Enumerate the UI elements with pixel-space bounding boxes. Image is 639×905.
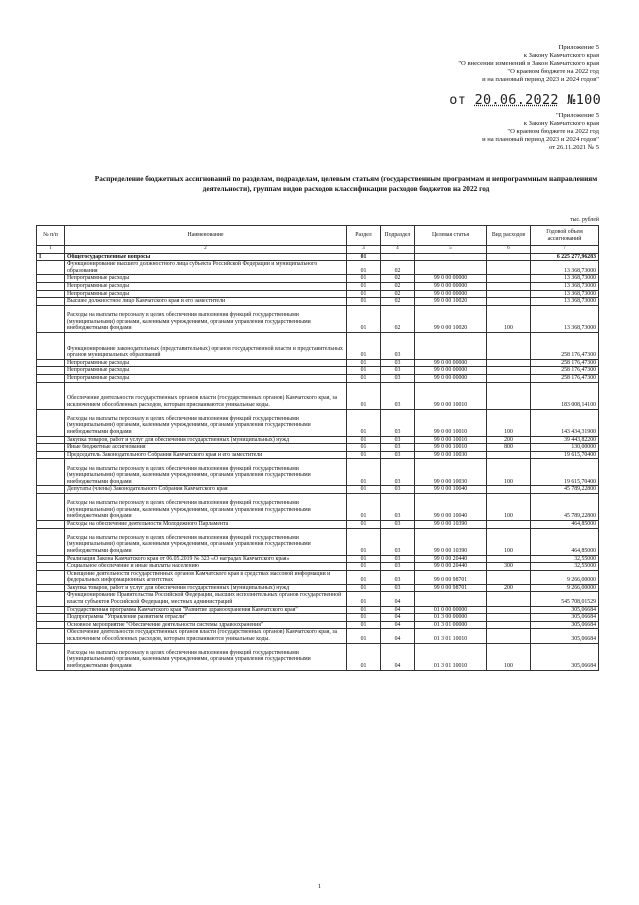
row-name: Высшее должностное лицо Камчатского края и его заместители bbox=[65, 298, 347, 306]
row-target-article bbox=[415, 261, 487, 275]
row-section: 01 bbox=[347, 282, 381, 290]
stamp-number: №100 bbox=[567, 92, 601, 108]
table-row bbox=[37, 436, 599, 444]
row-section: 01 bbox=[347, 409, 381, 436]
stamp-prefix: от bbox=[449, 92, 475, 108]
row-subsection: 03 bbox=[381, 382, 415, 409]
row-subsection: 03 bbox=[381, 486, 415, 494]
row-name: Непрограммные расходы bbox=[65, 367, 347, 375]
table-row bbox=[37, 451, 599, 459]
row-target-article bbox=[415, 332, 487, 359]
row-section: 01 bbox=[347, 606, 381, 614]
row-subsection: 03 bbox=[381, 459, 415, 486]
col-index: 4 bbox=[381, 246, 415, 254]
row-number bbox=[37, 570, 65, 584]
row-name: Обеспечение деятельности государственных органов власти (государственных органов) Камчатского края, за исключением обособленных расходов, которым присваиваются уникальные коды. bbox=[65, 382, 347, 409]
row-amount: 9 266,00000 bbox=[531, 570, 599, 584]
row-section: 01 bbox=[347, 528, 381, 555]
row-subsection: 03 bbox=[381, 451, 415, 459]
table-row bbox=[37, 409, 599, 436]
row-section: 01 bbox=[347, 374, 381, 382]
row-number bbox=[37, 493, 65, 520]
row-subsection: 03 bbox=[381, 332, 415, 359]
table-row bbox=[37, 555, 599, 563]
row-section: 01 bbox=[347, 382, 381, 409]
row-target-article: 99 0 00 20440 bbox=[415, 555, 487, 563]
row-section: 01 bbox=[347, 451, 381, 459]
row-number bbox=[37, 486, 65, 494]
document-title: Распределение бюджетных ассигнований по разделам, подразделам, целевым статьям (государственным программам и непрограммным направлениям деятельности), группам видов расходов классификации расходов бюджетов на 2022 год bbox=[94, 174, 598, 193]
row-section: 01 bbox=[347, 621, 381, 629]
row-expense-type bbox=[487, 614, 531, 622]
row-subsection: 02 bbox=[381, 290, 415, 298]
row-amount: 6 225 277,96283 bbox=[531, 253, 599, 261]
row-name: Расходы на обеспечение деятельности Молодежного Парламента bbox=[65, 520, 347, 528]
col-header-name: Наименование bbox=[65, 226, 347, 246]
header-line: "О внесении изменений в Закон Камчатского края bbox=[458, 60, 599, 68]
row-number bbox=[37, 643, 65, 670]
date-number-stamp bbox=[449, 92, 601, 108]
table-row bbox=[37, 275, 599, 283]
row-expense-type bbox=[487, 261, 531, 275]
row-target-article: 01 3 00 00000 bbox=[415, 614, 487, 622]
row-expense-type bbox=[487, 298, 531, 306]
header-line: Приложение 5 bbox=[558, 44, 599, 51]
header-line: "Приложение 5 bbox=[555, 112, 599, 119]
stamp-date: 20.06.2022 bbox=[474, 92, 559, 108]
row-section: 01 bbox=[347, 367, 381, 375]
row-subsection: 04 bbox=[381, 621, 415, 629]
row-number bbox=[37, 584, 65, 592]
amendment-header bbox=[458, 44, 599, 84]
row-target-article bbox=[415, 592, 487, 606]
row-section: 01 bbox=[347, 459, 381, 486]
col-index: 5 bbox=[415, 246, 487, 254]
header-line: от 26.11.2021 № 5 bbox=[548, 144, 599, 152]
row-expense-type bbox=[487, 359, 531, 367]
row-target-article: 99 0 00 10020 bbox=[415, 298, 487, 306]
row-number bbox=[37, 261, 65, 275]
table-row bbox=[37, 606, 599, 614]
row-section: 01 bbox=[347, 305, 381, 332]
row-amount: 305,06684 bbox=[531, 621, 599, 629]
row-target-article: 99 0 00 10020 bbox=[415, 305, 487, 332]
row-expense-type: 800 bbox=[487, 444, 531, 452]
table-row bbox=[37, 520, 599, 528]
row-expense-type: 100 bbox=[487, 643, 531, 670]
col-index: 7 bbox=[531, 246, 599, 254]
row-target-article: 99 0 00 10390 bbox=[415, 520, 487, 528]
row-number bbox=[37, 621, 65, 629]
row-amount: 19 615,70400 bbox=[531, 459, 599, 486]
table-row bbox=[37, 305, 599, 332]
row-amount: 19 615,70400 bbox=[531, 451, 599, 459]
row-amount: 258 176,47300 bbox=[531, 359, 599, 367]
row-number bbox=[37, 382, 65, 409]
table-row bbox=[37, 290, 599, 298]
row-target-article: 99 0 00 10030 bbox=[415, 459, 487, 486]
row-section: 01 bbox=[347, 643, 381, 670]
row-amount: 9 266,00000 bbox=[531, 584, 599, 592]
row-amount: 464,85000 bbox=[531, 528, 599, 555]
row-expense-type bbox=[487, 486, 531, 494]
row-section: 01 bbox=[347, 332, 381, 359]
row-expense-type bbox=[487, 606, 531, 614]
row-amount: 45 789,22800 bbox=[531, 493, 599, 520]
table-row bbox=[37, 629, 599, 643]
row-amount: 13 368,73000 bbox=[531, 261, 599, 275]
row-amount: 305,06684 bbox=[531, 606, 599, 614]
table-row bbox=[37, 261, 599, 275]
row-amount: 305,06684 bbox=[531, 629, 599, 643]
original-header bbox=[482, 112, 599, 152]
row-target-article: 99 0 00 98701 bbox=[415, 570, 487, 584]
row-target-article: 99 0 00 00000 bbox=[415, 282, 487, 290]
row-amount: 258 176,47300 bbox=[531, 367, 599, 375]
units-label: тыс. рублей bbox=[570, 217, 599, 223]
row-name: Непрограммные расходы bbox=[65, 374, 347, 382]
row-section: 01 bbox=[347, 253, 381, 261]
table-row bbox=[37, 444, 599, 452]
header-line: и на плановый период 2023 и 2024 годов" bbox=[482, 136, 599, 144]
row-subsection: 03 bbox=[381, 359, 415, 367]
row-section: 01 bbox=[347, 563, 381, 571]
row-amount: 13 368,73000 bbox=[531, 305, 599, 332]
col-header-subsection: Подраздел bbox=[381, 226, 415, 246]
row-name: Основное мероприятие "Обеспечение деятельности системы здравоохранения" bbox=[65, 621, 347, 629]
row-name: Расходы на выплаты персоналу в целях обеспечения выполнения функций государственными (муниципальными) органами, казенными учреждениями, органами управления государственными внебюджетными фондами bbox=[65, 493, 347, 520]
header-line: к Закону Камчатского края bbox=[523, 52, 599, 60]
row-name: Председатель Законодательного Собрания Камчатского края и его заместители bbox=[65, 451, 347, 459]
header-line: и на плановый период 2023 и 2024 годов" bbox=[482, 76, 599, 84]
row-name: Расходы на выплаты персоналу в целях обеспечения выполнения функций государственными (муниципальными) органами, казенными учреждениями, органами управления государственными внебюджетными фондами bbox=[65, 459, 347, 486]
row-subsection: 03 bbox=[381, 555, 415, 563]
row-name: Социальное обеспечение и иные выплаты населению bbox=[65, 563, 347, 571]
row-subsection: 04 bbox=[381, 643, 415, 670]
row-subsection: 03 bbox=[381, 563, 415, 571]
row-subsection: 04 bbox=[381, 592, 415, 606]
row-amount: 464,85000 bbox=[531, 520, 599, 528]
row-section: 01 bbox=[347, 261, 381, 275]
row-section: 01 bbox=[347, 290, 381, 298]
table-row bbox=[37, 282, 599, 290]
row-target-article: 99 0 00 10030 bbox=[415, 451, 487, 459]
table-row bbox=[37, 374, 599, 382]
table-row bbox=[37, 253, 599, 261]
table-row bbox=[37, 332, 599, 359]
row-expense-type: 100 bbox=[487, 409, 531, 436]
table-row bbox=[37, 592, 599, 606]
table-row bbox=[37, 459, 599, 486]
page-number: 1 bbox=[317, 883, 322, 890]
row-number bbox=[37, 305, 65, 332]
row-target-article: 01 3 01 10010 bbox=[415, 643, 487, 670]
row-expense-type bbox=[487, 374, 531, 382]
row-name: Расходы на выплаты персоналу в целях обеспечения выполнения функций государственными (муниципальными) органами, казенными учреждениями, органами управления государственными внебюджетными фондами bbox=[65, 409, 347, 436]
row-expense-type bbox=[487, 520, 531, 528]
row-target-article bbox=[415, 253, 487, 261]
row-name: Функционирование законодательных (представительных) органов государственной власти и представительных органов муниципальных образований bbox=[65, 332, 347, 359]
row-amount: 183 008,14100 bbox=[531, 382, 599, 409]
row-expense-type bbox=[487, 253, 531, 261]
row-section: 01 bbox=[347, 359, 381, 367]
table-row bbox=[37, 614, 599, 622]
col-header-expense-type: Вид расходов bbox=[487, 226, 531, 246]
row-name: Непрограммные расходы bbox=[65, 282, 347, 290]
row-number bbox=[37, 359, 65, 367]
row-name: Освещение деятельности государственных органов Камчатского края в средствах массовой информации и федеральных информационных агентствах bbox=[65, 570, 347, 584]
row-section: 01 bbox=[347, 298, 381, 306]
row-target-article: 99 0 00 10010 bbox=[415, 436, 487, 444]
table-row bbox=[37, 563, 599, 571]
row-target-article: 99 0 00 00000 bbox=[415, 290, 487, 298]
row-amount: 143 434,31900 bbox=[531, 409, 599, 436]
row-subsection: 04 bbox=[381, 614, 415, 622]
row-subsection: 02 bbox=[381, 298, 415, 306]
row-name: Непрограммные расходы bbox=[65, 359, 347, 367]
row-expense-type bbox=[487, 367, 531, 375]
table-row bbox=[37, 367, 599, 375]
row-number bbox=[37, 436, 65, 444]
row-number bbox=[37, 563, 65, 571]
row-section: 01 bbox=[347, 486, 381, 494]
row-subsection: 03 bbox=[381, 444, 415, 452]
row-amount: 13 368,73000 bbox=[531, 275, 599, 283]
row-section: 01 bbox=[347, 614, 381, 622]
header-line: к Закону Камчатского края bbox=[523, 120, 599, 128]
row-expense-type: 300 bbox=[487, 563, 531, 571]
row-number bbox=[37, 367, 65, 375]
row-subsection: 04 bbox=[381, 629, 415, 643]
row-amount: 545 708,01529 bbox=[531, 592, 599, 606]
row-name: Закупка товаров, работ и услуг для обеспечения государственных (муниципальных) нужд bbox=[65, 584, 347, 592]
row-number bbox=[37, 290, 65, 298]
row-subsection: 03 bbox=[381, 520, 415, 528]
row-expense-type bbox=[487, 570, 531, 584]
row-target-article: 99 0 00 10040 bbox=[415, 493, 487, 520]
row-number bbox=[37, 451, 65, 459]
row-name: Иные бюджетные ассигнования bbox=[65, 444, 347, 452]
row-expense-type: 100 bbox=[487, 493, 531, 520]
row-subsection: 02 bbox=[381, 282, 415, 290]
row-target-article: 99 0 00 00000 bbox=[415, 275, 487, 283]
row-target-article: 99 0 00 10390 bbox=[415, 528, 487, 555]
row-section: 01 bbox=[347, 584, 381, 592]
table-row bbox=[37, 570, 599, 584]
col-index: 1 bbox=[37, 246, 65, 254]
row-number bbox=[37, 374, 65, 382]
row-number bbox=[37, 555, 65, 563]
row-section: 01 bbox=[347, 436, 381, 444]
row-amount: 13 368,73000 bbox=[531, 290, 599, 298]
row-expense-type: 200 bbox=[487, 436, 531, 444]
row-expense-type: 100 bbox=[487, 459, 531, 486]
row-number bbox=[37, 629, 65, 643]
row-expense-type bbox=[487, 282, 531, 290]
row-subsection: 03 bbox=[381, 367, 415, 375]
row-name: Общегосударственные вопросы bbox=[65, 253, 347, 261]
row-section: 01 bbox=[347, 570, 381, 584]
row-amount: 130,00000 bbox=[531, 444, 599, 452]
row-subsection: 02 bbox=[381, 261, 415, 275]
row-section: 01 bbox=[347, 444, 381, 452]
row-subsection: 03 bbox=[381, 528, 415, 555]
row-name: Непрограммные расходы bbox=[65, 290, 347, 298]
row-name: Расходы на выплаты персоналу в целях обеспечения выполнения функций государственными (муниципальными) органами, казенными учреждениями, органами управления государственными внебюджетными фондами bbox=[65, 528, 347, 555]
row-target-article: 99 0 00 10010 bbox=[415, 444, 487, 452]
row-number bbox=[37, 528, 65, 555]
row-expense-type: 200 bbox=[487, 584, 531, 592]
row-number bbox=[37, 444, 65, 452]
row-amount: 258 176,47300 bbox=[531, 374, 599, 382]
table-row bbox=[37, 382, 599, 409]
row-name: Функционирование Правительства Российской Федерации, высших исполнительных органов государственной власти субъектов Российской Федерации, местных администраций bbox=[65, 592, 347, 606]
col-header-number: № п/п bbox=[37, 226, 65, 246]
col-index: 2 bbox=[65, 246, 347, 254]
row-name: Непрограммные расходы bbox=[65, 275, 347, 283]
row-target-article: 99 0 00 10010 bbox=[415, 409, 487, 436]
row-number: I bbox=[37, 253, 65, 261]
table-row bbox=[37, 486, 599, 494]
row-section: 01 bbox=[347, 275, 381, 283]
table-row bbox=[37, 643, 599, 670]
row-number bbox=[37, 275, 65, 283]
row-section: 01 bbox=[347, 520, 381, 528]
row-name: Закупка товаров, работ и услуг для обеспечения государственных (муниципальных) нужд bbox=[65, 436, 347, 444]
row-target-article: 99 0 00 00000 bbox=[415, 367, 487, 375]
row-number bbox=[37, 459, 65, 486]
row-expense-type: 100 bbox=[487, 305, 531, 332]
row-section: 01 bbox=[347, 555, 381, 563]
row-number bbox=[37, 592, 65, 606]
row-expense-type bbox=[487, 555, 531, 563]
row-name: Реализация Закона Камчатского края от 06.05.2019 № 323 «О наградах Камчатского края» bbox=[65, 555, 347, 563]
budget-table bbox=[36, 225, 599, 671]
row-name: Депутаты (члены) Законодательного Собрания Камчатского края bbox=[65, 486, 347, 494]
row-subsection: 02 bbox=[381, 305, 415, 332]
row-expense-type bbox=[487, 629, 531, 643]
row-amount: 32,55000 bbox=[531, 563, 599, 571]
row-amount: 305,06684 bbox=[531, 643, 599, 670]
row-number bbox=[37, 520, 65, 528]
row-section: 01 bbox=[347, 592, 381, 606]
row-subsection: 03 bbox=[381, 374, 415, 382]
row-expense-type bbox=[487, 290, 531, 298]
row-number bbox=[37, 606, 65, 614]
col-index: 6 bbox=[487, 246, 531, 254]
row-subsection: 03 bbox=[381, 584, 415, 592]
row-amount: 305,06684 bbox=[531, 614, 599, 622]
table-header-row bbox=[37, 226, 599, 246]
row-number bbox=[37, 332, 65, 359]
row-amount: 258 176,47300 bbox=[531, 332, 599, 359]
row-subsection: 03 bbox=[381, 493, 415, 520]
row-amount: 13 368,73000 bbox=[531, 298, 599, 306]
row-subsection: 04 bbox=[381, 606, 415, 614]
row-expense-type bbox=[487, 382, 531, 409]
row-target-article: 01 3 01 00000 bbox=[415, 621, 487, 629]
table-row bbox=[37, 298, 599, 306]
row-section: 01 bbox=[347, 493, 381, 520]
row-subsection: 02 bbox=[381, 275, 415, 283]
row-name: Расходы на выплаты персоналу в целях обеспечения выполнения функций государственными (муниципальными) органами, казенными учреждениями, органами управления государственными внебюджетными фондами bbox=[65, 305, 347, 332]
row-expense-type bbox=[487, 332, 531, 359]
row-expense-type bbox=[487, 275, 531, 283]
row-expense-type bbox=[487, 621, 531, 629]
row-target-article: 99 0 00 00000 bbox=[415, 359, 487, 367]
table-row bbox=[37, 621, 599, 629]
header-line: "О краевом бюджете на 2022 год bbox=[507, 68, 599, 76]
row-amount: 45 789,22800 bbox=[531, 486, 599, 494]
row-target-article: 99 0 00 20440 bbox=[415, 563, 487, 571]
row-number bbox=[37, 282, 65, 290]
row-name: Расходы на выплаты персоналу в целях обеспечения выполнения функций государственными (муниципальными) органами, казенными учреждениями, органами управления государственными внебюджетными фондами bbox=[65, 643, 347, 670]
row-expense-type bbox=[487, 451, 531, 459]
col-header-target-article: Целевая статья bbox=[415, 226, 487, 246]
row-number bbox=[37, 614, 65, 622]
row-amount: 13 368,73000 bbox=[531, 282, 599, 290]
row-section: 01 bbox=[347, 629, 381, 643]
row-amount: 32,55000 bbox=[531, 555, 599, 563]
row-name: Обеспечение деятельности государственных органов власти (государственных органов) Камчатского края, за исключением обособленных расходов, которым присваиваются уникальные коды. bbox=[65, 629, 347, 643]
row-name: Функционирование высшего должностного лица субъекта Российской Федерации и муниципального образования bbox=[65, 261, 347, 275]
row-expense-type bbox=[487, 592, 531, 606]
row-subsection: 03 bbox=[381, 409, 415, 436]
row-target-article: 01 3 01 10010 bbox=[415, 629, 487, 643]
row-target-article: 99 0 00 10040 bbox=[415, 486, 487, 494]
row-name: Государственная программа Камчатского края "Развитие здравоохранения Камчатского края" bbox=[65, 606, 347, 614]
column-index-row bbox=[37, 246, 599, 254]
col-index: 3 bbox=[347, 246, 381, 254]
row-target-article: 99 0 00 00000 bbox=[415, 374, 487, 382]
table-row bbox=[37, 528, 599, 555]
row-subsection: 03 bbox=[381, 570, 415, 584]
row-number bbox=[37, 409, 65, 436]
row-subsection: 03 bbox=[381, 436, 415, 444]
row-number bbox=[37, 298, 65, 306]
row-subsection bbox=[381, 253, 415, 261]
row-name: Подпрограмма "Управление развитием отрасли" bbox=[65, 614, 347, 622]
header-line: "О краевом бюджете на 2022 год bbox=[507, 128, 599, 136]
table-row bbox=[37, 584, 599, 592]
row-target-article: 99 0 00 98701 bbox=[415, 584, 487, 592]
row-target-article: 99 0 00 10010 bbox=[415, 382, 487, 409]
col-header-section: Раздел bbox=[347, 226, 381, 246]
table-row bbox=[37, 359, 599, 367]
col-header-amount: Годовой объем ассигнований bbox=[531, 226, 599, 246]
row-target-article: 01 0 00 00000 bbox=[415, 606, 487, 614]
row-expense-type: 100 bbox=[487, 528, 531, 555]
table-row bbox=[37, 493, 599, 520]
row-amount: 39 443,82200 bbox=[531, 436, 599, 444]
